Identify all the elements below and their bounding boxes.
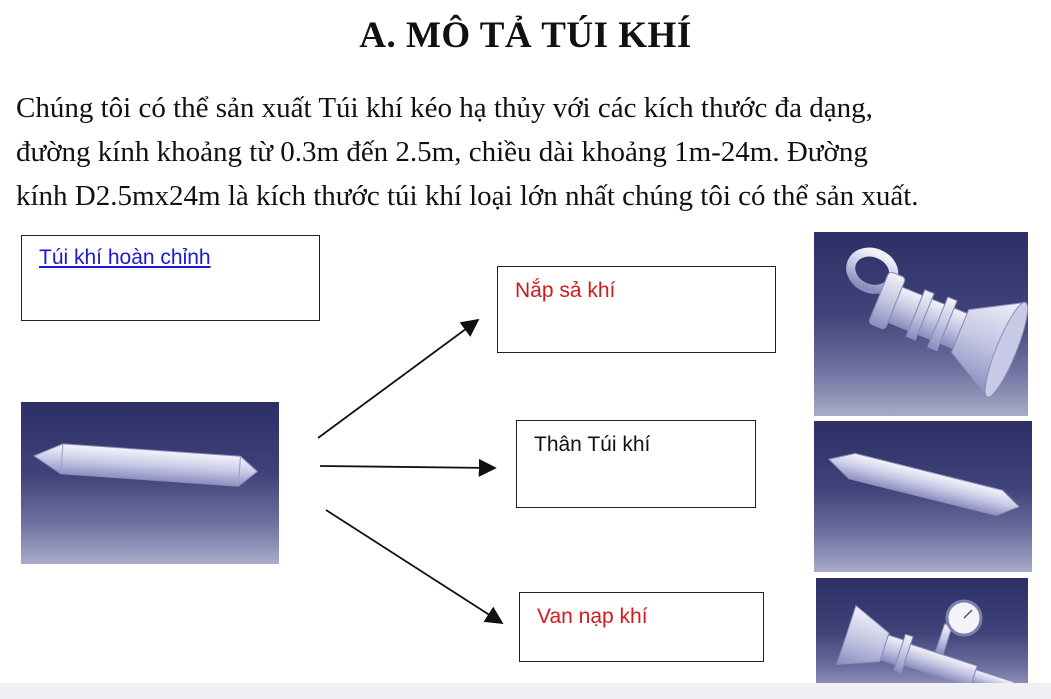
exhaust-cap-image — [814, 232, 1028, 416]
part-box-inlet-valve — [519, 592, 764, 662]
paragraph-line: kính D2.5mx24m là kích thước túi khí loại lớn nhất chúng tôi có thể sản xuất. — [16, 180, 919, 212]
part-label-exhaust-cap: Nắp sả khí — [515, 279, 616, 302]
complete-airbag-image — [21, 402, 279, 564]
complete-airbag-box — [21, 235, 320, 321]
bottom-scroll-bar — [0, 683, 1051, 699]
part-box-exhaust-cap — [497, 266, 776, 353]
inlet-valve-image — [816, 578, 1028, 699]
part-label-inlet-valve: Van nạp khí — [537, 605, 648, 628]
part-box-airbag-body — [516, 420, 756, 508]
description-paragraph — [16, 86, 1051, 218]
paragraph-line: Chúng tôi có thể sản xuất Túi khí kéo hạ thủy với các kích thước đa dạng, — [16, 92, 873, 124]
page-title: A. MÔ TẢ TÚI KHÍ — [359, 15, 692, 56]
paragraph-line: đường kính khoảng từ 0.3m đến 2.5m, chiều dài khoảng 1m-24m. Đường — [16, 136, 868, 168]
part-label-airbag-body: Thân Túi khí — [534, 433, 651, 456]
airbag-body-image — [814, 421, 1032, 572]
complete-airbag-link[interactable]: Túi khí hoàn chỉnh — [39, 246, 211, 269]
